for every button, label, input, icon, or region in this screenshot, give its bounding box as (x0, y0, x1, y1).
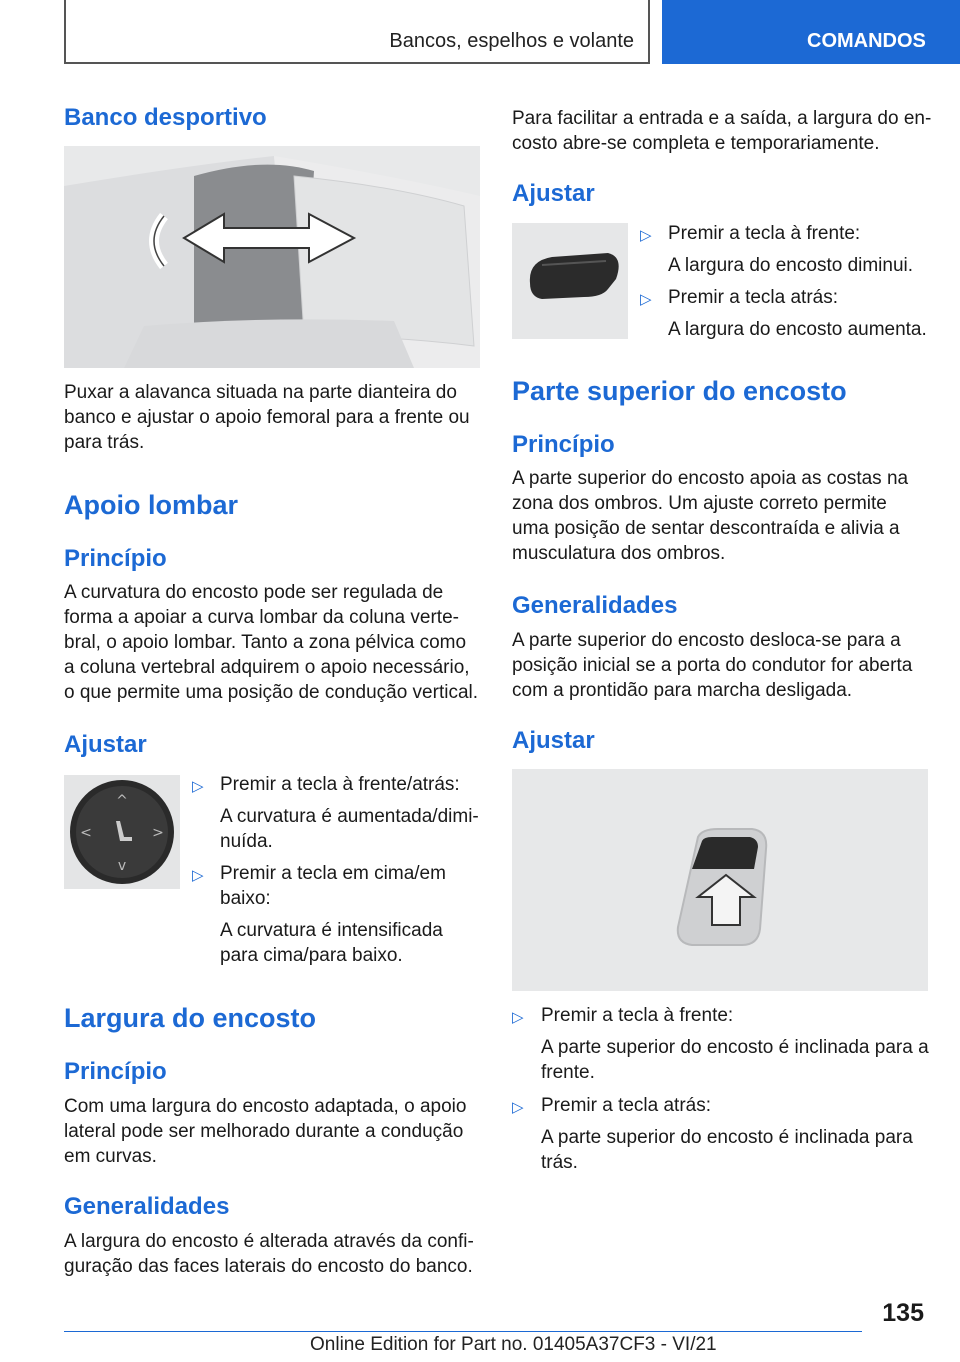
sport-seat-image (64, 146, 480, 368)
paragraph-lumbar: A curvatura do encosto pode ser regulada de forma a apoiar a curva lombar da coluna verte- bral, o apoio lombar. Tanto a zona pélvica como a coluna vertebral adquirem o apoio necessário, o que permite uma posição de condução vertical. (64, 582, 479, 703)
chapter-tab-label: COMANDOS (807, 30, 926, 52)
heading-generalidades-2: Generalidades (512, 592, 678, 619)
bullet-icon: ▷ (640, 291, 652, 308)
paragraph-sport: Puxar a alavanca situada na parte dianteira do banco e ajustar o apoio femoral para a frente ou para trás. (64, 382, 470, 453)
heading-apoio-lombar: Apoio lombar (64, 490, 238, 520)
heading-ajustar-2: Ajustar (512, 180, 595, 207)
heading-ajustar-1: Ajustar (64, 731, 147, 758)
bullet-icon: ▷ (512, 1009, 524, 1026)
bullet-icon: ▷ (512, 1099, 524, 1116)
list-item-upper-1: Premir a tecla à frente: A parte superior do encosto é inclinada para a frente. (541, 1005, 929, 1083)
list-item-lumbar-2: Premir a tecla em cima/em baixo: A curvatura é intensificada para cima/para baixo. (220, 863, 446, 966)
header-section-box (64, 0, 650, 64)
paragraph-entry: Para facilitar a entrada e a saída, a largura do en- costo abre-se completa e temporariamente. (512, 108, 932, 154)
bullet-icon: ▷ (192, 778, 204, 795)
list-item-lumbar-1: Premir a tecla à frente/atrás: A curvatura é aumentada/dimi- nuída. (220, 774, 479, 852)
svg-text:<: < (80, 825, 92, 841)
heading-largura: Largura do encosto (64, 1003, 317, 1033)
footer-divider (64, 1331, 862, 1332)
chapter-tab (662, 0, 960, 64)
footer-edition: Online Edition for Part no. 01405A37CF3 - VI/21 (310, 1334, 717, 1355)
paragraph-generalidades-2: A parte superior do encosto desloca-se para a posição inicial se a porta do condutor for aberta com a prontidão para marcha desligada. (512, 630, 913, 701)
lumbar-switch-image (64, 775, 180, 889)
heading-ajustar-3: Ajustar (512, 727, 595, 754)
bullet-icon: ▷ (640, 227, 652, 244)
upper-backrest-switch-image (512, 769, 928, 991)
svg-text:v: v (117, 858, 127, 874)
svg-text:^: ^ (116, 793, 128, 809)
paragraph-largura: Com uma largura do encosto adaptada, o apoio lateral pode ser melhorado durante a condução em curvas. (64, 1096, 467, 1167)
heading-parte-superior: Parte superior do encosto (512, 376, 847, 406)
section-title: Bancos, espelhos e volante (389, 30, 634, 52)
page-header (0, 0, 960, 66)
paragraph-parte: A parte superior do encosto apoia as costas na zona dos ombros. Um ajuste correto permite uma posição de sentar descontraída e alivia a musculatura dos ombros. (512, 468, 909, 564)
svg-text:>: > (152, 825, 164, 841)
width-switch-image (512, 223, 628, 339)
list-item-upper-2: Premir a tecla atrás: A parte superior do encosto é inclinada para trás. (541, 1095, 913, 1173)
list-item-width-1: Premir a tecla à frente: A largura do encosto diminui. (668, 223, 914, 276)
paragraph-generalidades-1: A largura do encosto é alterada através da confi- guração das faces laterais do encosto do banco. (64, 1231, 474, 1277)
heading-banco-desportivo: Banco desportivo (64, 104, 267, 131)
bullet-icon: ▷ (192, 867, 204, 884)
heading-principio-2: Princípio (64, 1058, 167, 1085)
heading-principio-3: Princípio (512, 431, 615, 458)
page-number: 135 (882, 1299, 924, 1327)
list-item-width-2: Premir a tecla atrás: A largura do encosto aumenta. (668, 287, 927, 340)
heading-generalidades-1: Generalidades (64, 1193, 230, 1220)
heading-principio-1: Princípio (64, 545, 167, 572)
